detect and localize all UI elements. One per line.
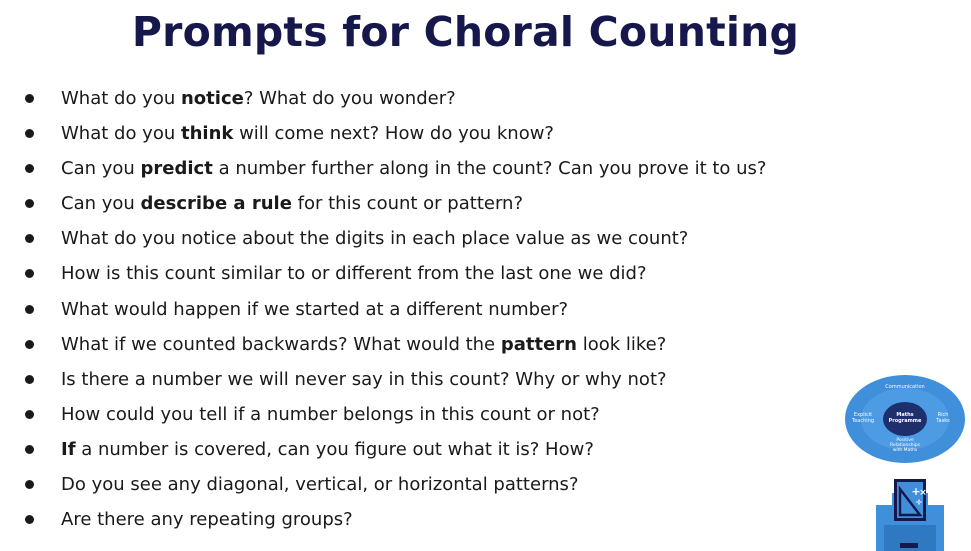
prompt-text: [61, 432, 594, 467]
prompt-text-segment: How is this count similar to or different from the last one we did?: [61, 263, 647, 285]
prompt-text: [61, 116, 554, 151]
prompt-text-segment: What would happen if we started at a different number?: [61, 298, 569, 320]
bullet-dot: [25, 94, 34, 103]
prompt-keyword: notice: [180, 88, 244, 109]
bullet-dot: [25, 269, 34, 278]
bullet-dot: [25, 515, 34, 524]
badge-bottom-label-1: Positive: [896, 438, 914, 443]
badge-bottom-label-3: with Maths: [892, 448, 918, 453]
prompt-text-segment: Do you see any diagonal, vertical, or horizontal patterns?: [61, 474, 579, 496]
prompt-text-segment: What do you notice about the digits in each place value as we count?: [61, 228, 689, 250]
svg-text:×: ×: [919, 488, 927, 498]
prompt-text-segment: will come next? How do you know?: [233, 123, 554, 145]
badge-center-label-2: Programme: [888, 418, 922, 424]
prompt-text-segment: a number further along in the count? Can you prove it to us?: [212, 158, 767, 180]
prompt-text-segment: Are there any repeating groups?: [61, 509, 353, 531]
prompt-text: [61, 397, 600, 432]
prompt-text: [61, 502, 353, 537]
bullet-dot: [25, 340, 34, 349]
prompt-text: [61, 81, 456, 116]
prompt-text: [61, 362, 667, 397]
badge-right-label-1: Rich: [937, 412, 949, 418]
prompt-text: [61, 221, 688, 256]
svg-text:+: +: [911, 485, 921, 498]
bullet-dot: [25, 375, 34, 384]
svg-text:÷: ÷: [915, 498, 923, 508]
badge-center-label-1: Maths: [896, 412, 914, 418]
page-title: Prompts for Choral Counting: [131, 8, 800, 56]
maths-programme-badge: [844, 374, 966, 464]
prompt-text-segment: for this count or pattern?: [291, 193, 523, 215]
prompt-text: [61, 292, 568, 327]
bullet-dot: [25, 199, 34, 208]
prompt-text: [61, 256, 647, 291]
prompt-text-segment: What do you: [61, 88, 181, 109]
prompt-text-segment: Is there a number we will never say in this count? Why or why not?: [61, 368, 667, 390]
bullet-dot: [25, 480, 34, 489]
bullet-dot: [25, 410, 34, 419]
badge-top-label: Communication: [885, 384, 925, 390]
prompt-text-segment: ? What do you wonder?: [243, 88, 456, 109]
bullet-dot: [25, 445, 34, 454]
prompt-text: [61, 186, 523, 221]
prompt-text-segment: How could you tell if a number belongs in this count or not?: [61, 403, 600, 425]
prompt-text-segment: What if we counted backwards? What would the: [61, 333, 501, 355]
prompt-text: [61, 327, 666, 362]
bullet-dot: [25, 234, 34, 243]
prompt-text-segment: Can you: [61, 193, 141, 215]
prompt-keyword: think: [180, 123, 234, 145]
prompt-text: [61, 151, 766, 186]
maths-set-square-box-icon: [870, 477, 950, 551]
prompt-keyword: describe a rule: [140, 193, 292, 215]
bullet-dot: [25, 164, 34, 173]
prompt-text-segment: look like?: [577, 333, 667, 355]
prompt-text: [61, 467, 579, 502]
bullet-dot: [25, 305, 34, 314]
prompt-text-segment: Can you: [61, 158, 141, 180]
prompt-text-segment: What do you: [61, 123, 181, 145]
prompt-keyword: If: [61, 438, 76, 460]
badge-right-label-2: Tasks: [936, 418, 950, 424]
prompt-keyword: pattern: [500, 333, 577, 355]
badge-left-label-2: Teaching: [852, 418, 874, 424]
prompt-text-segment: a number is covered, can you figure out what it is? How?: [75, 438, 594, 460]
badge-bottom-label-2: Relationships: [890, 443, 920, 448]
bullet-dot: [25, 129, 34, 138]
prompt-keyword: predict: [140, 158, 213, 180]
badge-left-label-1: Explicit: [853, 412, 873, 418]
